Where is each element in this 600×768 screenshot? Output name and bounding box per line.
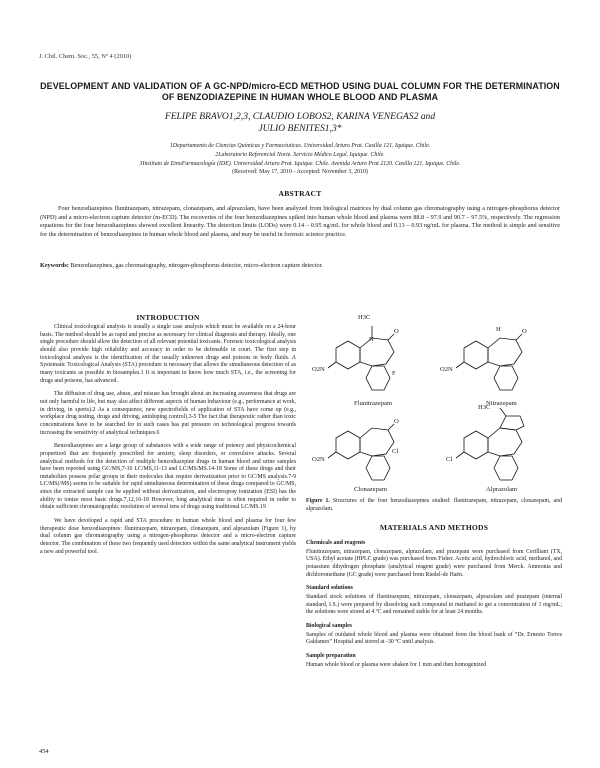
biological-samples-text: Samples of outdated whole blood and plasma were obtained from the blood bank of “Dr. Ernesto Torres Galdames” Hospital and stored at -30 ºC until analysis. — [306, 631, 562, 646]
atom-f-label: F — [392, 370, 396, 377]
authors-line-2: JULIO BENITES1,3* — [258, 123, 342, 134]
abstract-heading: ABSTRACT — [278, 189, 322, 198]
affiliation-3: 3Instituto de EtnoFarmacología (IDE). Universidad Arturo Prat. Iquique. Chile. Avenida Arturo Prat 2120. Casilla 121. Iquique. Chile. — [139, 160, 461, 167]
alprazolam-label: Alprazolam — [486, 486, 518, 493]
affiliation-1: 1Departamento de Ciencias Químicas y Farmacéuticas. Universidad Arturo Prat. Casilla 121. Iquique. Chile. — [169, 143, 431, 149]
paper-title: DEVELOPMENT AND VALIDATION OF A GC-NPD/micro-ECD METHOD USING DUAL COLUMN FOR THE DETERMINATION OF BENZODIAZEPINE IN HUMAN WHOLE BLOOD AND PLASMA — [40, 81, 560, 102]
affiliation-2: 2Laboratorio Referencial Norte. Servicio Médico Legal. Iquique. Chile. — [215, 151, 385, 158]
intro-paragraph-3: Benzodiazepines are a large group of substances with a wide range of potency and physicochemical properties6 that are frequently prescribed for anxiety, sleep disorders, or convulsive attacks. Several analytical methods for the detection of multiple benzodiazepine drugs in human blood and urine samples have been reported using GC/MS,7-10 LC/MS,11-13 and LC/MS/MS.14-18 Some of these drugs and their metabolites possess polar groups in their molecules that require derivatization prior to GC/MS analysis.7-9 LC/MS(/MS) seems to be suitable for rapid simultaneous determination of these drugs compared to GC/MS, since the extracted sample can be applied without derivatization, and electrospray ionization (ESI) has the ability to ionize most basic drugs.7,12,16-18 However, long analytical time is often required in order to obtain sufficient chromatographic resolution of several tens of drugs using traditional LC/MS.19 — [40, 443, 296, 511]
clonazepam-structure — [328, 424, 394, 480]
received-dates: (Received: May 17, 2010 - Accepted: November 3, 2010) — [232, 169, 368, 176]
materials-methods-heading: MATERIALS AND METHODS — [379, 523, 489, 532]
alprazolam-structure — [456, 408, 524, 480]
affiliations — [40, 142, 560, 177]
atom-n-label: N — [369, 336, 374, 343]
nitrazepam-label: Nitrazepam — [486, 400, 517, 407]
keywords-text: Benzodiazepines, gas chromatography, nitrogen-phosphorus detector, micro-electron capture detector. — [70, 262, 323, 269]
clonazepam-label: Clonazepam — [354, 486, 387, 493]
standard-solutions-heading: Standard solutions — [306, 585, 353, 592]
intro-paragraph-4: We have developed a rapid and STA procedure in human whole blood and plasma for four few therapeutic dose benzodiazepines: flunitrazepam, nitrazepam, clonazepam, and alprazolam (Figure 1), by dual column gas chromatography using a nitrogen-phosphorus detector and a micro-electron capture detector. The combination of these two frequently used detectors within the same analytical instrument yields a new and powerful tool. — [40, 518, 296, 555]
materials-column — [306, 540, 562, 675]
flunitrazepam-structure — [328, 326, 394, 390]
atom-h3c-label-2: H3C — [478, 404, 491, 411]
figure-caption-text: Structures of the four benzodiazepines studied: flunitrazepam, nitrazepam, clonazepam, and alprazolam. — [306, 498, 562, 512]
atom-o2n-label: O2N — [312, 366, 325, 373]
figure-structures — [306, 300, 562, 495]
atom-o2n-label-3: O2N — [312, 456, 325, 463]
atom-h3c-label: H3C — [358, 314, 371, 321]
chemicals-heading: Chemicals and reagents — [306, 540, 366, 546]
atom-h-label: H — [496, 326, 501, 333]
atom-o-label-3: O — [394, 418, 399, 425]
intro-paragraph-1: Clinical toxicological analysis is usually a single case analysis which must be available on a 24-hour basis. The method should be as rapid and precise as necessary for clinical diagnosis and therapy. Ideally, one single procedure should allow the detection of all relevant potential toxicants. Forensic toxicological analysis should also provide high reliability and accuracy in order to be defensible in court. The first step in toxicological analysis is the identification of the usually unknown drugs and poisons in body fluids. A Systematic Toxicological Analysis (STA) procedure is necessary that allows the simultaneous detection of as many toxicants as possible in biosamples.1 It is important to know how much STA, i.e., the screening for drugs and poisons, has advanced. — [40, 324, 296, 384]
intro-paragraph-2: The diffusion of drug use, abuse, and misuse has brought about an increasing awareness that drugs are not only harmful to life, but may also affect different aspects of human behaviour (e.g., performance at work, in driving, in sports).2 As a consequence, new spectrofields of application of STA have come up (e.g., workplace drug testing, drugs and driving, antidoping control).3-5 The fact that therapeutic rather than toxic concentrations have to be searched for in such cases has put pressure on technological progress towards increasing the sensitivity of analytical techniques.6 — [40, 391, 296, 436]
figure-caption-label: Figure 1. — [306, 498, 330, 504]
flunitrazepam-label: Flunitrazepam — [354, 400, 393, 407]
introduction-column — [40, 324, 296, 562]
biological-samples-heading: Biological samples — [306, 622, 352, 629]
atom-o2n-label-2: O2N — [440, 366, 453, 373]
keywords — [40, 262, 560, 271]
atom-cl-label: Cl — [392, 448, 399, 455]
sample-preparation-text: Human whole blood or plasma were shaken for 1 min and then homogenized — [306, 661, 487, 668]
abstract-text: Four benzodiazepines flunitrazepam, nitrazepam, clonazepam, and alprazolam, have been analyzed from biological matrices by dual column gas chromatography using a nitrogen-phosphorus detector (NPD) and a micro-electron capture detector (m-ECD). The recoveries of the four benzodiazepines spiked into human whole blood and plasma were 88.8 – 97.9 and 90.7 – 97.5%, respectively. The regression equations for the four benzodiazepines showed excellent linearity. The detection limits (LODs) were 0.14 – 0.95 ng/mL for whole blood and 0.13 – 0.93 ng/mL for plasma. The method is simple and sensitive for the determination of benzodiazepines in human whole blood and plasma, and may be useful in forensic science practice. — [40, 205, 560, 238]
nitrazepam-structure — [456, 334, 522, 390]
atom-o-label: O — [394, 328, 399, 335]
sample-preparation-heading: Sample preparation — [306, 652, 356, 659]
authors-line-1: FELIPE BRAVO1,2,3, CLAUDIO LOBOS2, KARINA VENEGAS2 and — [164, 111, 436, 122]
introduction-heading: INTRODUCTION — [136, 313, 200, 322]
atom-cl-label-2: Cl — [446, 456, 453, 463]
chemicals-text: Flunitrazepam, nitrazepam, clonazepam, alprazolam, and prazepam were purchased from Cerilliant (TX, USA). Ethyl acetate (HPLC grade) was purchased from Fisher. Acetic acid, hydrochloric acid, methanol, and potassium dihydrogen phosphate (analytical reagent grade) were purchased from Merck. Ammonia and dichloromethane (GC grade) were purchased from Riedel-de Haën. — [306, 548, 562, 578]
page-number: 454 — [39, 748, 49, 755]
figure-caption — [306, 498, 562, 513]
running-head: J. Chil. Chem. Soc., 55, Nº 4 (2010) — [39, 53, 132, 60]
atom-o-label-2: O — [522, 328, 527, 335]
author-list — [40, 111, 560, 135]
standard-solutions-text: Standard stock solutions of flunitrazepam, nitrazepam, clonazepam, alprazolam and prazepam (internal standard, I.S.) were prepared by dissolving each compound in methanol to get a concentration of 1 mg/mL; the solutions were stored at 4 ºC and remained stable for at least 24 months. — [306, 593, 562, 616]
keywords-label: Keywords: — [40, 262, 69, 269]
